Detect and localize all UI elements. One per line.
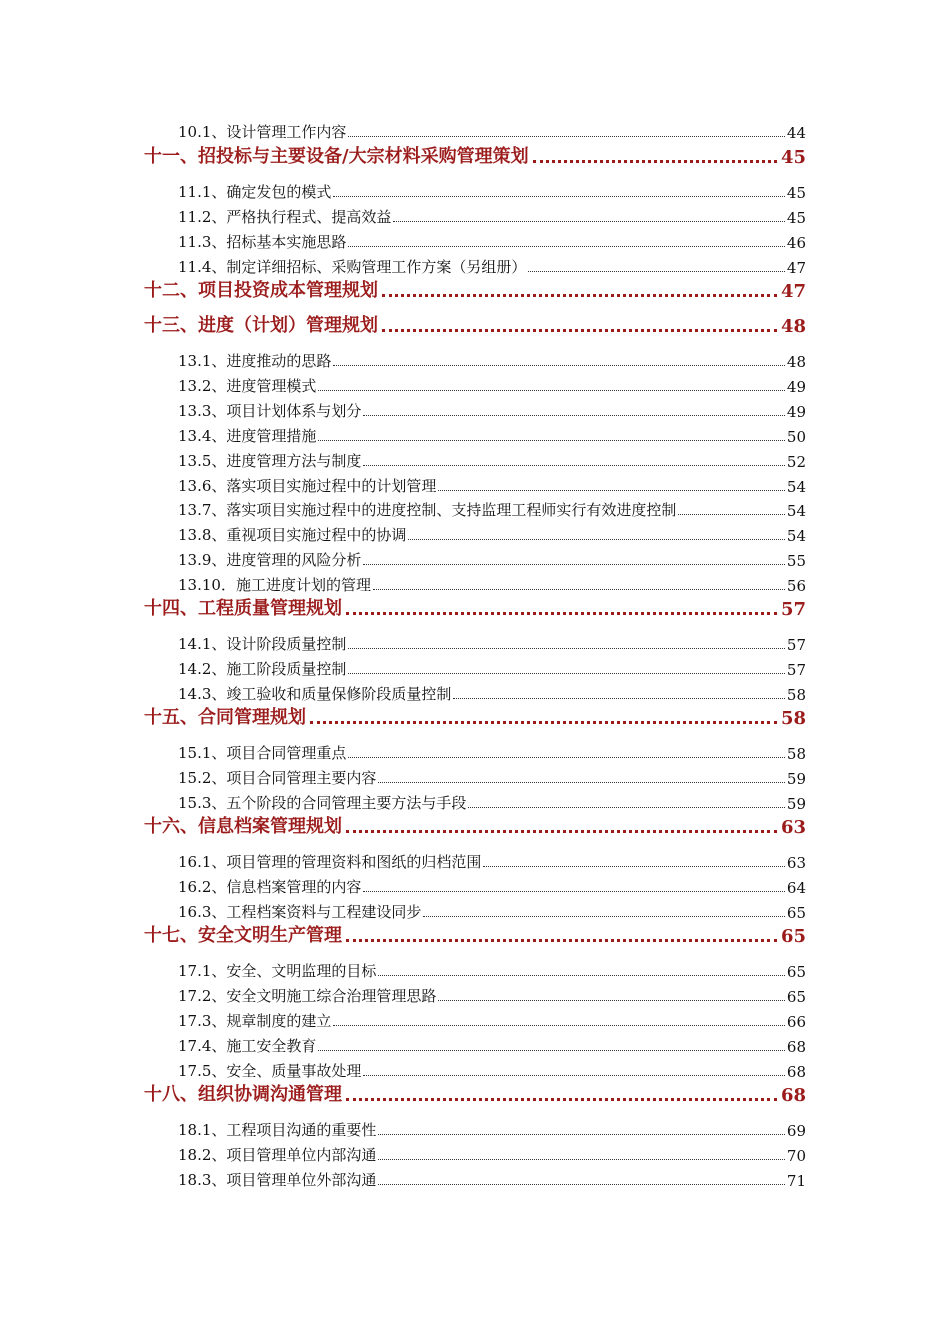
toc-section-entry[interactable]	[178, 523, 806, 545]
toc-entry-label: 十八、组织协调沟通管理	[144, 1084, 342, 1105]
toc-entry-page-number: 48	[780, 316, 806, 337]
toc-entry-label: 17.1、安全、文明监理的目标	[178, 962, 377, 980]
toc-entry-page-number: 57	[786, 636, 806, 654]
dot-leader	[318, 390, 785, 391]
toc-entry-page-number: 63	[786, 854, 806, 872]
toc-entry-label: 13.3、项目计划体系与划分	[178, 402, 362, 420]
toc-entry-label: 11.4、制定详细招标、采购管理工作方案（另组册）	[178, 258, 527, 276]
toc-section-entry[interactable]	[178, 548, 806, 570]
toc-entry-label: 十一、招投标与主要设备/大宗材料采购管理策划	[144, 146, 529, 167]
toc-entry-label: 11.1、确定发包的模式	[178, 183, 332, 201]
toc-entry-page-number: 65	[786, 988, 806, 1006]
toc-chapter-entry[interactable]	[144, 592, 806, 620]
toc-section-entry[interactable]	[178, 424, 806, 446]
dot-leader	[378, 975, 785, 976]
toc-entry-page-number: 65	[786, 904, 806, 922]
dot-leader	[318, 440, 785, 441]
toc-entry-page-number: 63	[780, 817, 806, 838]
dot-leader	[438, 490, 785, 491]
dot-leader	[363, 465, 785, 466]
dot-leader	[678, 514, 785, 515]
toc-entry-page-number: 49	[786, 403, 806, 421]
dot-leader	[363, 415, 785, 416]
dot-leader	[346, 939, 777, 942]
toc-entry-page-number: 68	[780, 1085, 806, 1106]
toc-entry-label: 十三、进度（计划）管理规划	[144, 315, 378, 336]
toc-chapter-entry[interactable]	[144, 810, 806, 838]
dot-leader	[483, 866, 785, 867]
toc-entry-page-number: 65	[780, 926, 806, 947]
toc-section-entry[interactable]	[178, 1034, 806, 1056]
toc-section-entry[interactable]	[178, 205, 806, 227]
toc-section-entry[interactable]	[178, 1009, 806, 1031]
toc-section-entry[interactable]	[178, 399, 806, 421]
toc-entry-page-number: 54	[786, 478, 806, 496]
dot-leader	[363, 1075, 785, 1076]
toc-section-entry[interactable]	[178, 449, 806, 471]
toc-entry-page-number: 68	[786, 1038, 806, 1056]
dot-leader	[363, 564, 785, 565]
toc-entry-page-number: 46	[786, 234, 806, 252]
toc-entry-page-number: 70	[786, 1147, 806, 1165]
toc-section-entry[interactable]	[178, 374, 806, 396]
dot-leader	[378, 1184, 785, 1185]
toc-entry-label: 十六、信息档案管理规划	[144, 816, 342, 837]
dot-leader	[453, 698, 785, 699]
toc-entry-label: 10.1、设计管理工作内容	[178, 123, 347, 141]
dot-leader	[363, 891, 785, 892]
dot-leader	[333, 1025, 785, 1026]
dot-leader	[346, 612, 777, 615]
toc-section-entry[interactable]	[178, 875, 806, 897]
toc-entry-page-number: 71	[786, 1172, 806, 1190]
toc-entry-page-number: 58	[780, 708, 806, 729]
dot-leader	[408, 539, 785, 540]
toc-entry-page-number: 69	[786, 1122, 806, 1140]
toc-entry-page-number: 57	[780, 599, 806, 620]
toc-entry-page-number: 58	[786, 745, 806, 763]
toc-entry-page-number: 45	[780, 147, 806, 168]
toc-section-entry[interactable]	[178, 1168, 806, 1190]
dot-leader	[333, 365, 785, 366]
dot-leader	[382, 329, 777, 332]
dot-leader	[378, 1134, 785, 1135]
toc-entry-page-number: 44	[786, 124, 806, 142]
toc-entry-label: 十四、工程质量管理规划	[144, 598, 342, 619]
dot-leader	[310, 721, 777, 724]
toc-entry-label: 17.5、安全、质量事故处理	[178, 1062, 362, 1080]
toc-entry-page-number: 57	[786, 661, 806, 679]
toc-entry-label: 13.8、重视项目实施过程中的协调	[178, 526, 407, 544]
toc-entry-label: 14.1、设计阶段质量控制	[178, 635, 347, 653]
dot-leader	[438, 1000, 785, 1001]
toc-entry-label: 11.3、招标基本实施思路	[178, 233, 347, 251]
toc-entry-page-number: 59	[786, 770, 806, 788]
toc-section-entry[interactable]	[178, 474, 806, 496]
dot-leader	[373, 589, 785, 590]
toc-entry-page-number: 68	[786, 1063, 806, 1081]
toc-entry-label: 13.5、进度管理方法与制度	[178, 452, 362, 470]
toc-entry-page-number: 49	[786, 378, 806, 396]
dot-leader	[348, 136, 785, 137]
toc-entry-page-number: 59	[786, 795, 806, 813]
toc-entry-label: 18.1、工程项目沟通的重要性	[178, 1121, 377, 1139]
toc-section-entry[interactable]	[178, 741, 806, 763]
toc-section-entry[interactable]	[178, 632, 806, 654]
toc-section-entry[interactable]	[178, 850, 806, 872]
toc-entry-label: 十七、安全文明生产管理	[144, 925, 342, 946]
toc-section-entry[interactable]	[178, 1118, 806, 1140]
dot-leader	[378, 1159, 785, 1160]
toc-entry-label: 17.3、规章制度的建立	[178, 1012, 332, 1030]
toc-section-entry[interactable]	[178, 120, 806, 142]
dot-leader	[348, 246, 785, 247]
toc-entry-label: 17.2、安全文明施工综合治理管理思路	[178, 987, 437, 1005]
dot-leader	[468, 807, 785, 808]
toc-entry-page-number: 54	[786, 502, 806, 520]
dot-leader	[333, 196, 785, 197]
toc-entry-label: 13.4、进度管理措施	[178, 427, 317, 445]
toc-entry-label: 16.3、工程档案资料与工程建设同步	[178, 903, 422, 921]
toc-entry-label: 15.3、五个阶段的合同管理主要方法与手段	[178, 794, 467, 812]
toc-entry-label: 十五、合同管理规划	[144, 707, 306, 728]
toc-entry-label: 18.2、项目管理单位内部沟通	[178, 1146, 377, 1164]
toc-chapter-entry[interactable]	[144, 140, 806, 168]
toc-entry-label: 13.7、落实项目实施过程中的进度控制、支持监理工程师实行有效进度控制	[178, 501, 677, 519]
toc-entry-page-number: 54	[786, 527, 806, 545]
dot-leader	[423, 916, 785, 917]
dot-leader	[382, 294, 777, 297]
dot-leader	[348, 673, 785, 674]
toc-entry-page-number: 64	[786, 879, 806, 897]
toc-entry-label: 13.6、落实项目实施过程中的计划管理	[178, 477, 437, 495]
toc-entry-label: 13.2、进度管理模式	[178, 377, 317, 395]
toc-chapter-entry[interactable]	[144, 1078, 806, 1106]
toc-entry-label: 16.2、信息档案管理的内容	[178, 878, 362, 896]
toc-section-entry[interactable]	[178, 984, 806, 1006]
toc-entry-page-number: 66	[786, 1013, 806, 1031]
toc-section-entry[interactable]	[178, 1143, 806, 1165]
toc-entry-label: 11.2、严格执行程式、提高效益	[178, 208, 392, 226]
dot-leader	[533, 160, 777, 163]
toc-entry-page-number: 58	[786, 686, 806, 704]
dot-leader	[348, 757, 785, 758]
toc-entry-label: 17.4、施工安全教育	[178, 1037, 317, 1055]
toc-chapter-entry[interactable]	[144, 274, 806, 302]
toc-chapter-entry[interactable]	[144, 919, 806, 947]
toc-entry-page-number: 50	[786, 428, 806, 446]
toc-entry-page-number: 47	[780, 281, 806, 302]
toc-chapter-entry[interactable]	[144, 309, 806, 337]
toc-entry-label: 14.3、竣工验收和质量保修阶段质量控制	[178, 685, 452, 703]
toc-entry-page-number: 55	[786, 552, 806, 570]
toc-section-entry[interactable]	[178, 657, 806, 679]
toc-entry-label: 15.2、项目合同管理主要内容	[178, 769, 377, 787]
toc-section-entry[interactable]	[178, 959, 806, 981]
toc-entry-page-number: 45	[786, 184, 806, 202]
toc-section-entry[interactable]	[178, 180, 806, 202]
toc-entry-label: 十二、项目投资成本管理规划	[144, 280, 378, 301]
toc-section-entry[interactable]	[178, 498, 806, 520]
toc-entry-label: 14.2、施工阶段质量控制	[178, 660, 347, 678]
dot-leader	[346, 830, 777, 833]
toc-entry-label: 13.9、进度管理的风险分析	[178, 551, 362, 569]
toc-entry-label: 16.1、项目管理的管理资料和图纸的归档范围	[178, 853, 482, 871]
toc-entry-page-number: 45	[786, 209, 806, 227]
dot-leader	[378, 782, 785, 783]
dot-leader	[318, 1050, 785, 1051]
toc-entry-label: 13.10．施工进度计划的管理	[178, 576, 371, 594]
toc-entry-label: 18.3、项目管理单位外部沟通	[178, 1171, 377, 1189]
toc-entry-page-number: 48	[786, 353, 806, 371]
dot-leader	[528, 271, 785, 272]
dot-leader	[348, 648, 785, 649]
toc-entry-label: 13.1、进度推动的思路	[178, 352, 332, 370]
toc-section-entry[interactable]	[178, 230, 806, 252]
dot-leader	[346, 1098, 777, 1101]
toc-entry-page-number: 65	[786, 963, 806, 981]
toc-entry-page-number: 56	[786, 577, 806, 595]
toc-entry-label: 15.1、项目合同管理重点	[178, 744, 347, 762]
toc-section-entry[interactable]	[178, 349, 806, 371]
toc-section-entry[interactable]	[178, 766, 806, 788]
toc-entry-page-number: 47	[786, 259, 806, 277]
toc-entry-page-number: 52	[786, 453, 806, 471]
dot-leader	[393, 221, 785, 222]
toc-chapter-entry[interactable]	[144, 701, 806, 729]
